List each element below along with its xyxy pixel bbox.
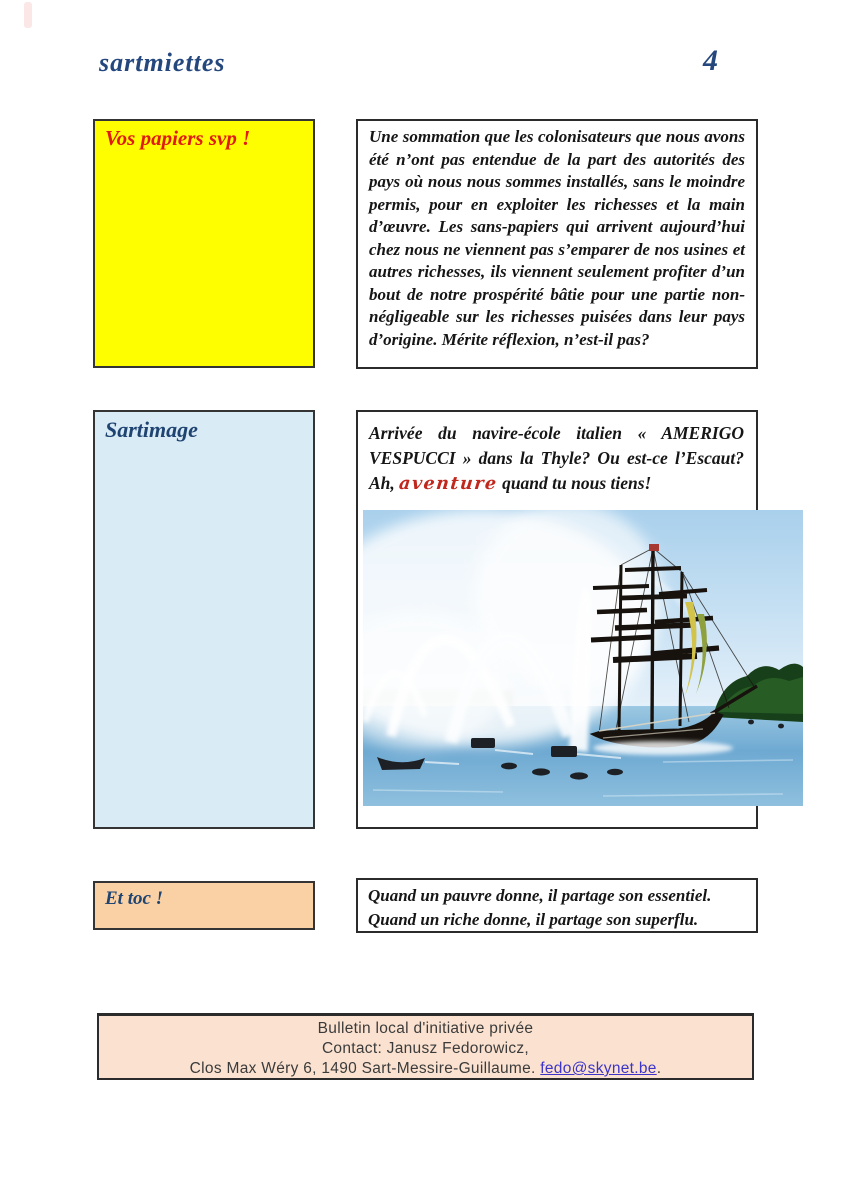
caption-highlight-aventure: aventure [398, 474, 499, 494]
section-label-sartimage [93, 410, 315, 829]
page-number: 4 [703, 44, 718, 77]
sartimage-caption [369, 423, 744, 493]
footer-address-text: Clos Max Wéry 6, 1490 Sart-Messire-Guillaume. [189, 1060, 541, 1077]
footer-after-email: . [656, 1060, 662, 1077]
caption-before: Arrivée du navire-école italien « AMERIGO VESPUCCI » dans la Thyle? Ou est-ce l’Escaut? Ah, [369, 423, 744, 493]
quote-line: Quand un pauvre donne, il partage son essentiel. [368, 886, 712, 905]
footer-line-contact: Contact: Janusz Fedorowicz, [321, 1040, 530, 1057]
vos-papiers-body: Une sommation que les colonisateurs que nous avons été n’ont pas entendue de la part des autorités des pays où nous nous sommes installés, sans le moindre permis, pour en exploiter les richesses et la main d’œuvre. Les sans-papiers qui arrivent aujourd’hui chez nous ne viennent pas s’emparer de nos usines et autres richesses, ils viennent seulement profiter d’un bout de notre prospérité bâtie pour une partie non-négligeable sur les richesses puisées dans leur pays d’origine. Mérite réflexion, n’est-il pas? [369, 127, 745, 349]
section-label-text: Sartimage [105, 417, 198, 442]
vos-papiers-text-box [356, 119, 758, 369]
footer-email-link[interactable]: fedo@skynet.be [540, 1060, 657, 1077]
footer-box [97, 1013, 754, 1080]
footer-line-address [99, 1059, 752, 1079]
section-label-et-toc [93, 881, 315, 930]
section-label-text: Et toc ! [105, 888, 164, 909]
newsletter-title: sartmiettes [99, 48, 226, 77]
caption-after: quand tu nous tiens! [497, 473, 652, 493]
scan-artifact [24, 2, 32, 28]
et-toc-quote-box [356, 878, 758, 933]
quote-line: Quand un riche donne, il partage son superflu. [368, 909, 699, 929]
footer-line-bulletin: Bulletin local d'initiative privée [317, 1020, 534, 1037]
ship-photo [363, 510, 803, 806]
sartimage-text-box [356, 410, 758, 829]
section-label-vos-papiers [93, 119, 315, 368]
section-label-text: Vos papiers svp ! [105, 126, 251, 150]
